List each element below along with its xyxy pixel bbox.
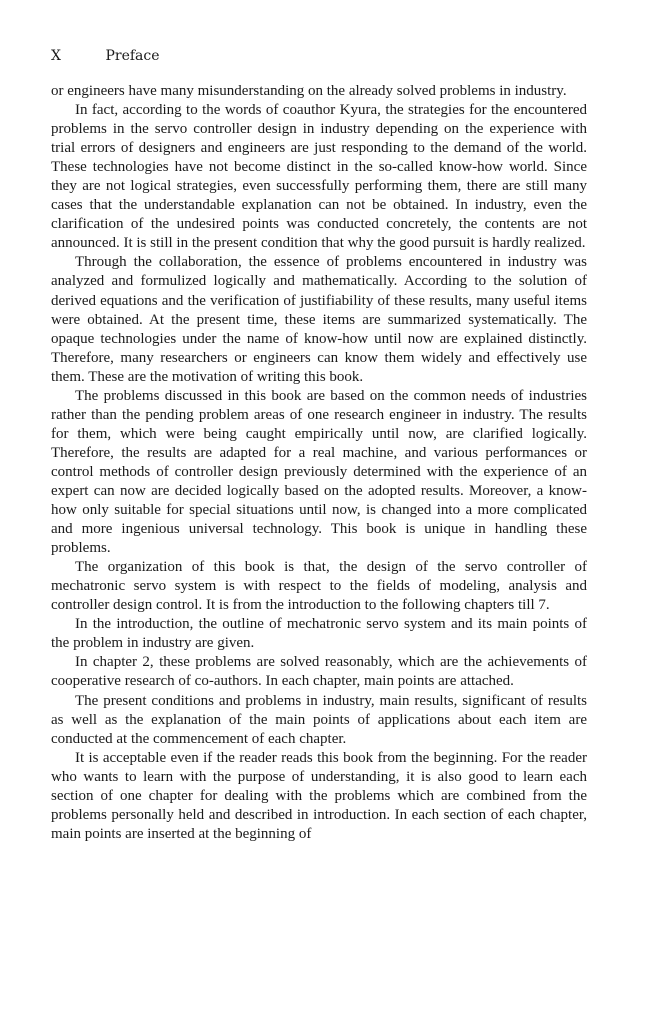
paragraph: The present conditions and problems in industry, main results, significant of results as well as the explanation of the main points of applications about each item are conducted at the commencement of each chapter. [51,692,587,747]
paragraph: or engineers have many misunderstanding on the already solved problems in industry. [51,83,567,99]
paragraph: In fact, according to the words of coauthor Kyura, the strategies for the encountered problems in the servo controller design in industry depending on the experience with trial errors of designers and engineers are just responding to the demand of the world. These technologies have not become distinct in the so-called know-how world. Since they are not logical strategies, even successfully performing them, there are still many cases that the understandable explanation can not be obtained. In industry, even the clarification of the undesired points was conducted concretely, the contents are not announced. It is still in the present condition that why the good pursuit is hardly realized. [51,102,587,252]
paragraph: The organization of this book is that, the design of the servo controller of mechatronic servo system is with respect to the fields of modeling, analysis and controller design control. It is from the introduction to the following chapters till 7. [51,559,587,614]
paragraph: It is acceptable even if the reader reads this book from the beginning. For the reader who wants to learn with the purpose of understanding, it is also good to learn each section of one chapter for dealing with the problems which are combined from the problems personally held and described in introduction. In each section of each chapter, main points are inserted at the beginning of [51,749,587,842]
running-head: Preface [105,48,160,64]
page-number: X [51,48,61,64]
paragraph: Through the collaboration, the essence of problems encountered in industry was analyzed and formulized logically and mathematically. According to the solution of derived equations and the verification of justifiability of these results, many useful items were obtained. At the present time, these items are summarized systematically. The opaque technologies under the name of know-how until now are explained distinctly. Therefore, many researchers or engineers can know them widely and effectively use them. These are the motivation of writing this book. [51,254,587,385]
page-header [51,47,587,65]
body-text [51,82,587,844]
paragraph: The problems discussed in this book are based on the common needs of industries rather than the pending problem areas of one research engineer in industry. The results for them, which were being caught empirically until now, are clarified logically. Therefore, the results are adapted for a real machine, and various performances or control methods of controller design previously determined with the experience of an expert can now are decided logically based on the adopted results. Moreover, a know-how only suitable for special situations until now, is changed into a more complicated and more ingenious universal technology. This book is unique in handling these problems. [51,387,587,557]
paragraph: In chapter 2, these problems are solved reasonably, which are the achievements of cooperative research of co-authors. In each chapter, main points are attached. [51,654,587,690]
paragraph: In the introduction, the outline of mechatronic servo system and its main points of the problem in industry are given. [51,616,587,652]
